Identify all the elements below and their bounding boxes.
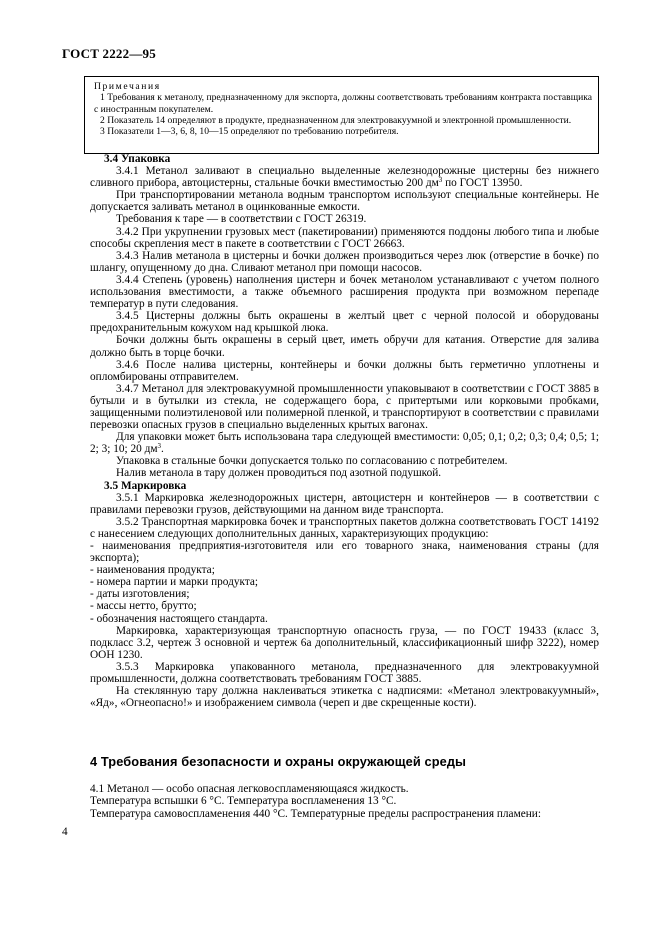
list-item: - наименования продукта;	[90, 564, 215, 577]
notes-box	[84, 76, 599, 154]
paragraph	[90, 431, 599, 455]
paragraph: 3.5.1 Маркировка железнодорожных цистерн, автоцистерн и контейнеров — в соответствии с правилами перевозки грузов, действующими на данном виде транспорта.	[90, 491, 599, 516]
document-header: ГОСТ 2222—95	[62, 46, 156, 61]
section-4-body	[90, 783, 599, 820]
paragraph: 3.4.6 После налива цистерны, контейнеры и бочки должны быть герметично уплотнены и опломбированы отправителем.	[90, 358, 599, 383]
superscript: 3	[438, 176, 443, 185]
list-item: - номера партии и марки продукта;	[90, 576, 259, 589]
paragraph: 4.1 Метанол — особо опасная легковоспламеняющаяся жидкость.	[90, 783, 409, 795]
section-heading-3-4: 3.4 Упаковка	[104, 153, 171, 165]
paragraph: Налив метанола в тару должен проводиться под азотной подушкой.	[116, 467, 442, 480]
paragraph-text: 3.4.1 Метанол заливают в специально выделенные железнодорожные цистерны без нижнего сливного прибора, автоцистерны, стальные бочки вместимостью 200 дм	[90, 165, 599, 190]
paragraph: Требования к таре — в соответствии с ГОСТ 26319.	[116, 213, 367, 226]
paragraph: Температура вспышки 6 °С. Температура воспламенения 13 °С.	[90, 795, 397, 808]
paragraph: 3.4.3 Налив метанола в цистерны и бочки должен производиться через люк (отверстие в бочке) по шлангу, опущенному до дна. Сливают метанол при помощи насосов.	[90, 249, 599, 274]
paragraph: При транспортировании метанола водным транспортом используют специальные контейнеры. Не допускается заливать метанол в оцинкованные емкости.	[90, 189, 599, 214]
paragraph: 3.4.4 Степень (уровень) наполнения цистерн и бочек метанолом устанавливают с учетом полного использования вместимости, а также объемного расширения продукта при возможном перепаде температур в пути следования.	[90, 273, 599, 311]
paragraph: Упаковка в стальные бочки допускается только по согласованию с потребителем.	[116, 455, 508, 468]
paragraph: 3.4.7 Метанол для электровакуумной промышленности упаковывают в соответствии с ГОСТ 3885 в бутыли и в бутылки из стекла, не содержащего бора, с притертыми или корковыми пробками, защищенными полиэтиленовой или полимерной пленкой, и транспортируют в соответствии с правилами перевозки опасных грузов в специально выделенных крытых вагонах.	[90, 382, 599, 432]
note-item: 1 Требования к метанолу, предназначенному для экспорта, должны соответствовать требованиям контракта поставщика с иностранным покупателем.	[94, 92, 592, 115]
paragraph: На стеклянную тару должна наклеиваться этикетка с надписями: «Метанол электровакуумный», «Яд», «Огнеопасно!» и изображением символа (череп и две скрещенные кости).	[90, 685, 599, 710]
paragraph: Маркировка, характеризующая транспортную опасность груза, — по ГОСТ 19433 (класс 3, подкласс 3.2, чертеж 3 основной и чертеж 6а дополнительный, классификационный шифр 3222), номер ООН 1230.	[90, 624, 599, 661]
section-heading-3-5: 3.5 Маркировка	[104, 479, 187, 492]
paragraph: Температура самовоспламенения 440 °С. Температурные пределы распространения пламени:	[90, 807, 541, 820]
paragraph	[90, 165, 599, 189]
superscript: 3	[157, 442, 161, 451]
paragraph-text: .	[161, 443, 164, 456]
list-item: - даты изготовления;	[90, 588, 190, 601]
section-heading-4: 4 Требования безопасности и охраны окружающей среды	[90, 754, 467, 769]
list-item: - массы нетто, брутто;	[90, 600, 197, 613]
paragraph: 3.4.5 Цистерны должны быть окрашены в желтый цвет с черной полосой и оборудованы предохранительным кожухом над крышкой люка.	[90, 310, 599, 335]
paragraph: 3.5.3 Маркировка упакованного метанола, предназначенного для электровакуумной промышленности, должна соответствовать требованиям ГОСТ 3885.	[90, 660, 599, 686]
paragraph: Бочки должны быть окрашены в серый цвет, иметь обручи для катания. Отверстие для залива должно быть в торце бочки.	[90, 334, 599, 359]
notes-title: Примечания	[94, 81, 161, 92]
document-body	[90, 153, 599, 709]
paragraph-text: по ГОСТ 13950.	[442, 177, 523, 190]
paragraph-text: Для упаковки может быть использована тара следующей вместимости: 0,05; 0,1; 0,2; 0,3; 0,4; 0,5; 1; 2; 3; 10; 20 дм	[90, 431, 599, 456]
list-item: - наименования предприятия-изготовителя или его товарного знака, наименования страны (для экспорта);	[90, 540, 599, 565]
note-item: 2 Показатель 14 определяют в продукте, предназначенном для электровакуумной и электронной промышленности.	[100, 114, 572, 126]
list-item: - обозначения настоящего стандарта.	[90, 612, 268, 625]
note-item: 3 Показатели 1—3, 6, 8, 10—15 определяют по требованию потребителя.	[100, 126, 399, 138]
paragraph: 3.5.2 Транспортная маркировка бочек и транспортных пакетов должна соответствовать ГОСТ 14192 с нанесением следующих дополнительных данных, характеризующих продукцию:	[90, 515, 599, 540]
paragraph: 3.4.2 При укрупнении грузовых мест (пакетировании) применяются поддоны любого типа и любые способы скрепления мест в пакете в соответствии с ГОСТ 26663.	[90, 225, 599, 250]
page-number: 4	[62, 826, 68, 838]
